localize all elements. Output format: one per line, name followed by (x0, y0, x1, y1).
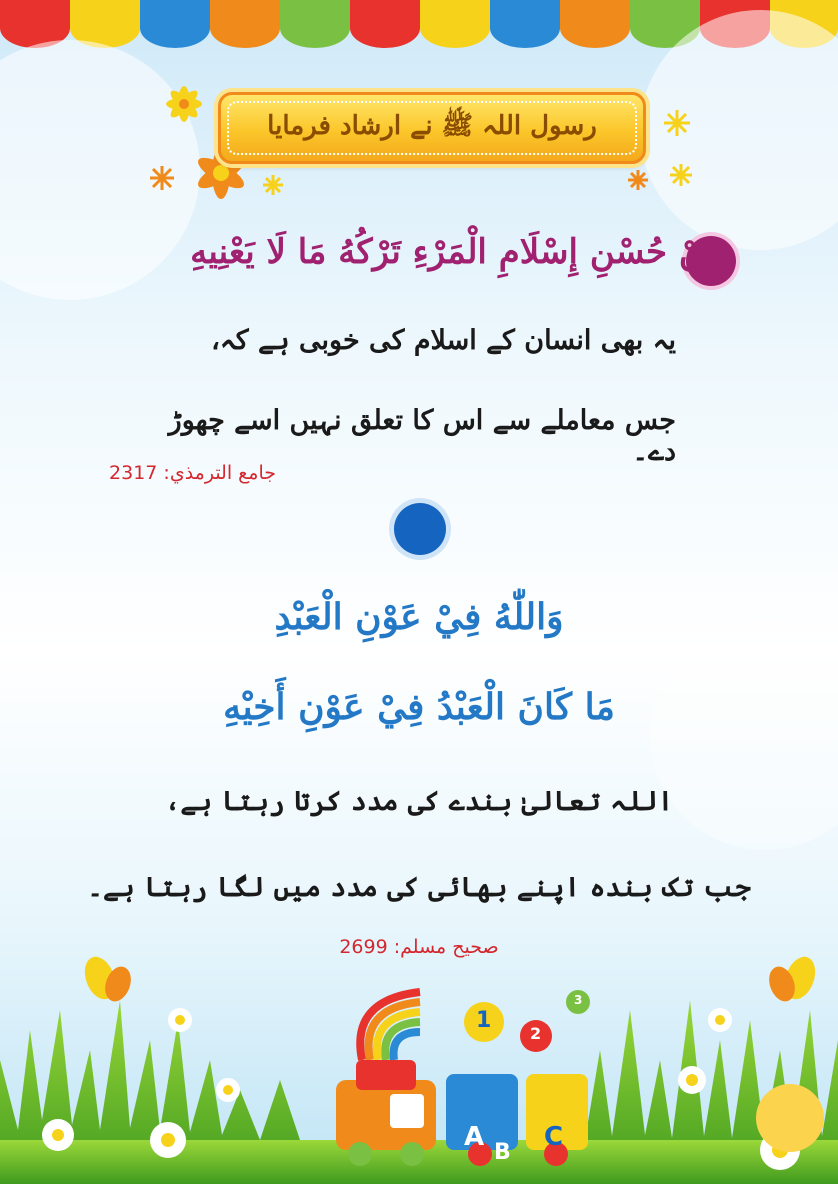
butterfly-icon (79, 953, 820, 1005)
star-icon (662, 108, 692, 138)
banner-title: رسول اللہ ﷺ نے ارشاد فرمایا (267, 111, 597, 141)
hadith-1-reference: جامع الترمذي: 2317 (109, 462, 276, 484)
hadith-1-urdu-line-1: یہ بھی انسان کے اسلام کی خوبی ہے کہ، (211, 325, 676, 356)
number-bubble-3: 3 (574, 993, 583, 1007)
grass-train-scene (0, 940, 838, 1184)
star-icon (668, 162, 694, 188)
hadith-2-reference: صحيح مسلم: 2699 (339, 936, 499, 958)
sun-icon (756, 1084, 824, 1152)
star-icon (626, 168, 650, 192)
train-block-a: A (464, 1122, 485, 1152)
hadith-2-urdu-line-1: اللہ تعالیٰ بندے کی مدد کرتا رہتا ہے، (164, 786, 674, 817)
title-banner (218, 92, 646, 164)
hadith-1-urdu-line-2: جس معاملے سے اس کا تعلق نہیں اسے چھوڑ دے۔ (168, 405, 676, 467)
hadith-2-bullet (394, 503, 446, 555)
hadith-2-arabic-line-1: وَاللّٰهُ فِيْ عَوْنِ الْعَبْدِ (274, 596, 564, 638)
hadith-1-arabic: مِنْ حُسْنِ إِسْلَامِ الْمَرْءِ تَرْكُهُ مَا لَا يَعْنِيهِ (190, 232, 723, 272)
star-icon (262, 174, 284, 196)
train-block-b: B (494, 1140, 511, 1165)
rainbow-icon (360, 992, 420, 1060)
header-banner-area (0, 70, 838, 210)
star-icon (148, 164, 176, 192)
number-bubble-2: 2 (530, 1024, 542, 1043)
train-block-c: C (544, 1122, 564, 1152)
hadith-2-urdu-line-2: جب تک بندہ اپنے بھائی کی مدد میں لگا رہتا ہے۔ (87, 872, 751, 903)
flower-icon (160, 80, 208, 128)
number-bubble-1: 1 (476, 1008, 492, 1033)
hadith-2-arabic-line-2: مَا كَانَ الْعَبْدُ فِيْ عَوْنِ أَخِيْهِ (223, 686, 615, 728)
title-banner-inner (227, 101, 637, 155)
